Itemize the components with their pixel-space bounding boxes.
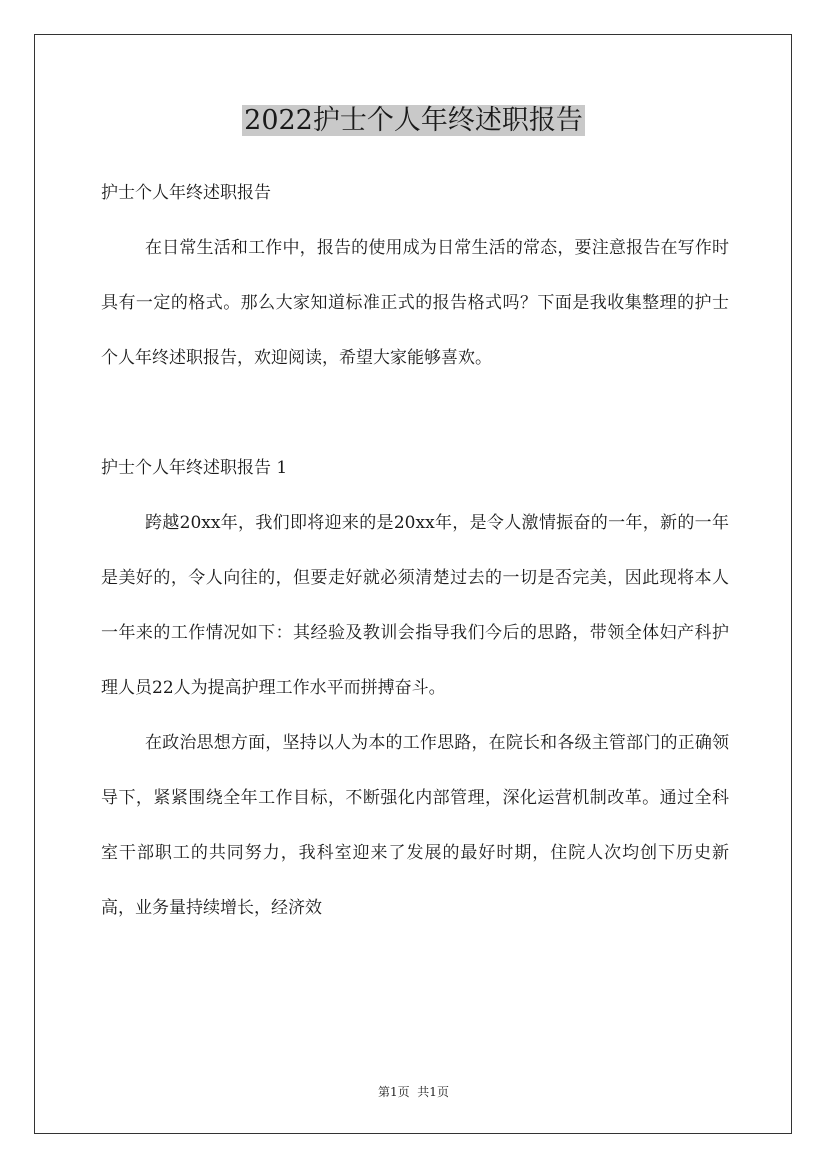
intro-paragraph: 在日常生活和工作中，报告的使用成为日常生活的常态，要注意报告在写作时具有一定的格式。那么大家知道标准正式的报告格式吗？下面是我收集整理的护士个人年终述职报告，欢迎阅读，希望大家能够喜欢。 [101, 238, 729, 368]
page-number-footer: 第1页 共1页 [378, 1085, 449, 1099]
section-spacer [101, 386, 729, 441]
body-paragraph-2: 在政治思想方面，坚持以人为本的工作思路，在院长和各级主管部门的正确领导下，紧紧围绕全年工作目标，不断强化内部管理，深化运营机制改革。通过全科室干部职工的共同努力，我科室迎来了发展的最好时期，住院人次均创下历史新高，业务量持续增长，经济效 [101, 733, 729, 918]
body-paragraph-1: 跨越20xx年，我们即将迎来的是20xx年，是令人激情振奋的一年，新的一年是美好的，令人向往的，但要走好就必须清楚过去的一切是否完美，因此现将本人一年来的工作情况如下：其经验及教训会指导我们今后的思路，带领全体妇产科护理人员22人为提高护理工作水平而拼搏奋斗。 [101, 513, 729, 698]
document-subtitle: 护士个人年终述职报告 [101, 183, 271, 203]
section-heading: 护士个人年终述职报告 1 [101, 458, 288, 478]
document-title: 2022护士个人年终述职报告 [244, 105, 583, 136]
document-body [101, 166, 729, 936]
